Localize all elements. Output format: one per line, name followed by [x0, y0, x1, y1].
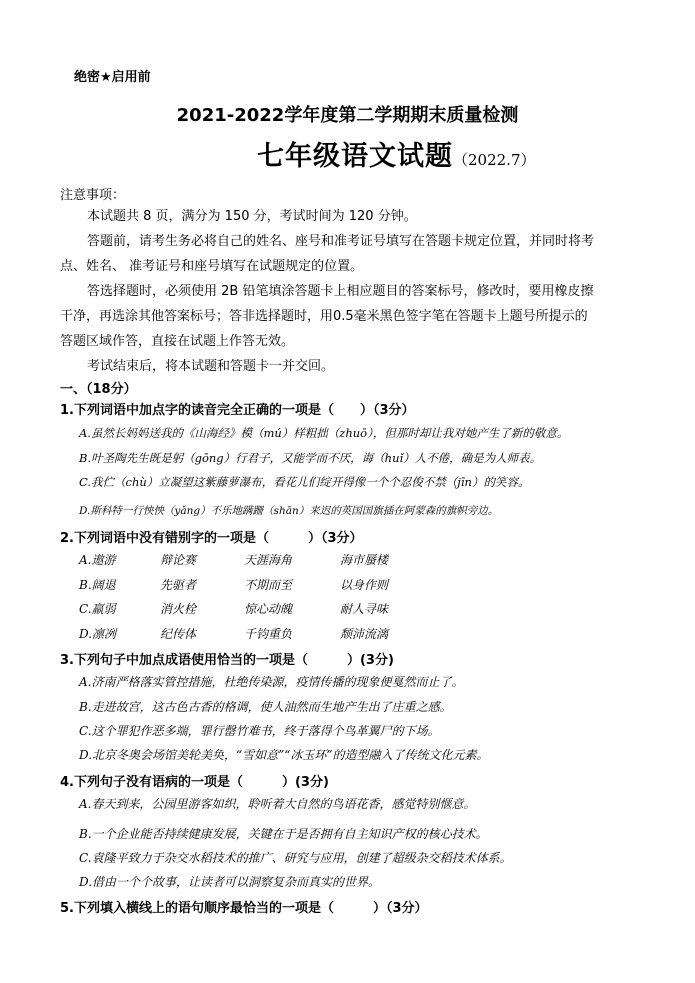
question-2-option-c-word-1: C.羸弱 [79, 602, 116, 616]
question-4-option-c: C.袁隆平致力于杂交水稻技术的推广、研究与应用，创建了超级杂交稻技术体系。 [79, 851, 512, 865]
notes-paragraph-2b: 点、姓名、 准考证号和座号填写在试题规定的位置。 [60, 259, 364, 274]
question-2-option-c-word-4: 耐人寻味 [340, 602, 389, 616]
question-1-option-c: C.我伫（chù）立凝望这紫藤萝瀑布，看花儿们绽开得像一个个忍俊不禁（jīn）的笑容。 [79, 475, 530, 489]
question-2-option-d-word-4: 颓沛流漓 [340, 627, 389, 641]
question-2-option-a-word-3: 天涯海角 [244, 553, 293, 567]
question-4-option-a: A.春天到来，公园里游客如织，聆听着大自然的鸟语花香，感觉特别惬意。 [79, 797, 476, 811]
question-2-option-b-word-1: B.阔退 [79, 578, 116, 592]
question-4-option-d: D.借由一个个故事，让读者可以洞察复杂而真实的世界。 [79, 875, 381, 889]
question-2-option-b-word-3: 不期而至 [244, 578, 293, 592]
notes-paragraph-3a: 答选择题时，必须使用 2B 铅笔填涂答题卡上相应题目的答案标号，修改时，要用橡皮擦 [87, 284, 594, 299]
confidential-label: 绝密★启用前 [74, 70, 151, 85]
question-3-option-a: A.济南严格落实管控措施，杜绝传染源，疫情传播的现象便戛然而止了。 [79, 675, 464, 689]
question-2-option-b-word-2: 先驱者 [160, 578, 197, 592]
question-4-stem: 4.下列句子没有语病的一项是（ ）(3分) [60, 775, 329, 790]
question-2-stem: 2.下列词语中没有错别字的一项是（ ）（3分） [60, 531, 363, 546]
question-2-option-a-word-4: 海市蜃楼 [340, 553, 389, 567]
exam-title: 2021-2022学年度第二学期期末质量检测 [176, 105, 519, 126]
section-1-heading: 一、（18分） [60, 382, 137, 397]
question-1-option-a: A.虽然长妈妈送我的《山海经》模（mú）样粗拙（zhuō），但那时却让我对她产生了新的敬意。 [79, 426, 569, 440]
question-3-option-c: C.这个罪犯作恶多端，罪行罄竹难书，终于落得个鸟革翼尸的下场。 [79, 724, 440, 738]
exam-subtitle [257, 134, 536, 173]
notes-heading: 注意事项： [60, 188, 126, 203]
question-2-option-d-word-3: 千钧重负 [244, 627, 293, 641]
question-2-option-d-word-1: D.凛冽 [79, 627, 117, 641]
question-2-option-d-word-2: 纪传体 [160, 627, 197, 641]
question-3-option-b: B.走进故宫，这古色古香的格调，使人油然而生地产生出了庄重之感。 [79, 700, 452, 714]
subject-title: 七年级语文试题 [257, 141, 453, 172]
question-5-stem: 5.下列填入横线上的语句顺序最恰当的一项是（ ）（3分） [60, 901, 428, 916]
question-1-option-d: D.斯科特一行怏怏（yǎng）不乐地蹒跚（shān）来迟的英国国旗插在阿蒙森的旗帜旁边。 [79, 505, 499, 517]
notes-paragraph-3c: 答题区域作答，直接在试题上作答无效。 [60, 334, 295, 349]
question-1-stem: 1.下列词语中加点字的读音完全正确的一项是（ ）（3分） [60, 403, 415, 418]
notes-paragraph-1: 本试题共 8 页，满分为 150 分，考试时间为 120 分钟。 [87, 209, 417, 224]
question-1-option-b: B.叶圣陶先生既是躬（gōng）行君子，又能学而不厌，诲（huǐ）人不倦，确是为人师表。 [79, 451, 542, 465]
exam-date: （2022.7） [453, 151, 536, 169]
notes-paragraph-2a: 答题前，请考生务必将自己的姓名、座号和准考证号填写在答题卡规定位置，并同时将考 [87, 234, 595, 249]
question-2-option-a-word-1: A.遨游 [79, 553, 116, 567]
notes-paragraph-4: 考试结束后，将本试题和答题卡一并交回。 [87, 359, 335, 374]
notes-paragraph-3b: 干净，再选涂其他答案标号；答非选择题时，用0.5毫米黑色签字笔在答题卡上题号所提示的 [60, 309, 588, 324]
question-3-stem: 3.下列句子中加点成语使用恰当的一项是（ ）(3分) [60, 653, 394, 668]
question-2-option-c-word-2: 消火栓 [160, 602, 197, 616]
question-2-option-a-word-2: 辩论赛 [160, 553, 197, 567]
question-3-option-d: D.北京冬奥会场馆美轮美奂，“雪如意”“冰玉环”的造型融入了传统文化元素。 [79, 748, 489, 762]
question-2-option-b-word-4: 以身作则 [340, 578, 389, 592]
question-2-option-c-word-3: 惊心动魄 [244, 602, 293, 616]
question-4-option-b: B.一个企业能否持续健康发展，关键在于是否拥有自主知识产权的核心技术。 [79, 827, 488, 841]
